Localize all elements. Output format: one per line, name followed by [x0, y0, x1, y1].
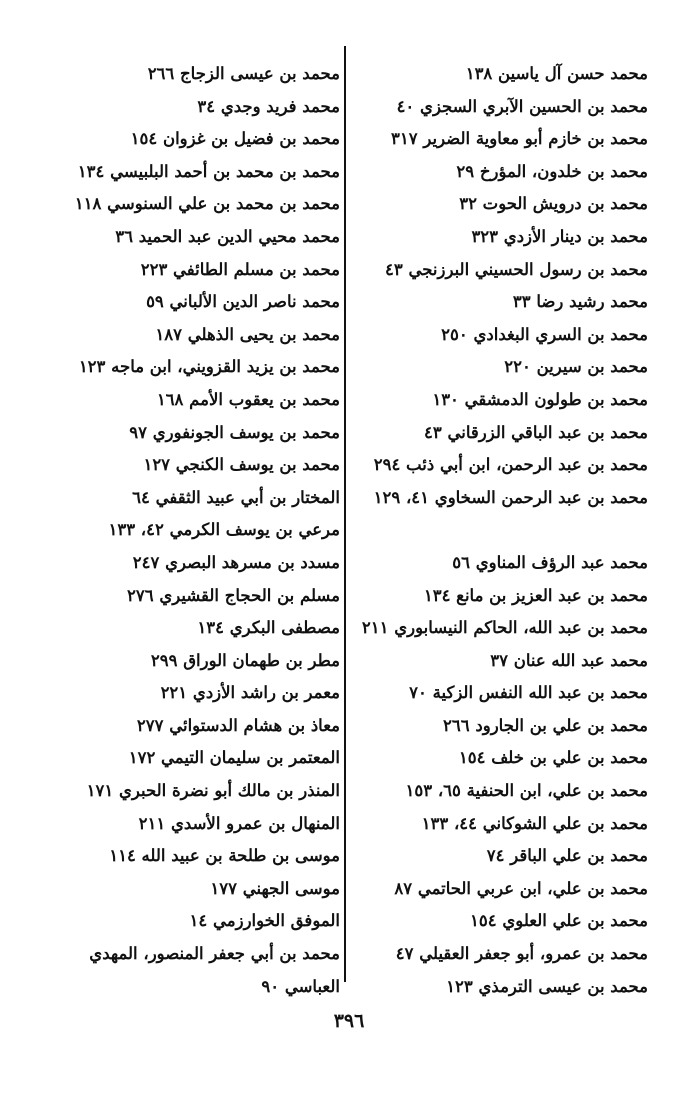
index-entry: محمد بن عيسى الزجاج ٢٦٦	[147, 64, 340, 83]
index-entry: المنهال بن عمرو الأسدي ٢١١	[138, 813, 340, 833]
index-entry: محمد بن علي العلوي ١٥٤	[470, 911, 648, 931]
index-entry: محمد بن فضيل بن غزوان ١٥٤	[130, 129, 340, 149]
index-entry: محمد فريد وجدي ٣٤	[197, 96, 340, 116]
index-entry: محمد بن علي بن خلف ١٥٤	[458, 748, 648, 768]
index-entry: محمد بن يزيد القزويني، ابن ماجه ١٢٣	[78, 357, 340, 377]
index-entry: محمد بن دينار الأزدي ٣٢٣	[471, 226, 648, 246]
index-entry: محمد بن خازم أبو معاوية الضرير ٣١٧	[391, 129, 648, 149]
index-entry: مسلم بن الحجاج القشيري ٢٧٦	[127, 585, 340, 605]
index-entry: محمد بن يعقوب الأمم ١٦٨	[156, 389, 340, 409]
index-entry: محمد بن طولون الدمشقي ١٣٠	[432, 389, 648, 409]
index-entry: محمد بن عبد الرحمن السخاوي ٤١، ١٢٩	[373, 487, 648, 507]
index-entry: محمد بن عبد العزيز بن مانع ١٣٤	[423, 585, 648, 605]
page-number: ٣٩٦	[333, 1010, 365, 1032]
index-entry: محمد بن يوسف الجونفوري ٩٧	[129, 422, 340, 442]
index-entry: محمد بن رسول الحسيني البرزنجي ٤٣	[385, 259, 648, 279]
index-entry: محمد بن محمد بن علي السنوسي ١١٨	[74, 194, 340, 214]
index-entry: محمد بن علي الباقر ٧٤	[486, 846, 648, 866]
index-column-right	[348, 58, 648, 1003]
index-entry: محمد بن عبد الرحمن، ابن أبي ذئب ٢٩٤	[373, 455, 648, 475]
index-entry: محمد بن علي، ابن عربي الحاتمي ٨٧	[394, 878, 648, 898]
index-entry: محمد بن الحسين الآبري السجزي ٤٠	[396, 96, 648, 116]
index-entry: مطر بن طهمان الوراق ٢٩٩	[150, 650, 340, 670]
index-entry: الموفق الخوارزمي ١٤	[189, 911, 340, 931]
index-entry: محمد بن يوسف الكنجي ١٢٧	[143, 455, 340, 475]
index-entry: محمد حسن آل ياسين ١٣٨	[465, 64, 648, 83]
index-entry: محمد عبد الله عنان ٣٧	[490, 650, 648, 670]
index-entry: محمد بن علي بن الجارود ٢٦٦	[443, 715, 648, 735]
index-entry: محمد بن يحيى الذهلي ١٨٧	[155, 324, 340, 344]
index-entry: محمد بن سيرين ٢٢٠	[504, 357, 648, 377]
index-entry: محمد محيي الدين عبد الحميد ٣٦	[115, 226, 340, 246]
index-entry: معمر بن راشد الأزدي ٢٢١	[160, 683, 340, 703]
index-entry: محمد عبد الرؤف المناوي ٥٦	[452, 552, 648, 572]
index-entry: محمد بن عبد الله النفس الزكية ٧٠	[409, 683, 648, 703]
index-entry: محمد بن عمرو، أبو جعفر العقيلي ٤٧	[395, 944, 648, 964]
index-entry: المعتمر بن سليمان التيمي ١٧٢	[128, 748, 340, 768]
index-entry: محمد بن درويش الحوت ٣٢	[459, 194, 648, 214]
index-entry: مصطفى البكري ١٣٤	[197, 618, 340, 638]
index-entry: محمد بن عيسى الترمذي ١٢٣	[446, 976, 648, 996]
index-entry: موسى الجهني ١٧٧	[210, 878, 340, 898]
index-entry: محمد بن السري البغدادي ٢٥٠	[441, 324, 648, 344]
index-entry: محمد بن علي، ابن الحنفية ٦٥، ١٥٣	[405, 781, 648, 801]
index-entry: المنذر بن مالك أبو نضرة الحبري ١٧١	[86, 781, 340, 801]
index-column-left	[40, 58, 340, 1003]
index-entry: محمد بن مسلم الطائفي ٢٢٣	[140, 259, 340, 279]
index-entry: معاذ بن هشام الدستوائي ٢٧٧	[136, 715, 340, 735]
index-entry: مرعي بن يوسف الكرمي ٤٢، ١٣٣	[108, 520, 340, 540]
index-entry: موسى بن طلحة بن عبيد الله ١١٤	[109, 846, 340, 866]
index-entry: محمد بن عبد الباقي الزرقاني ٤٣	[424, 422, 648, 442]
index-entry: محمد رشيد رضا ٣٣	[512, 292, 648, 312]
index-entry: المختار بن أبي عبيد الثقفي ٦٤	[132, 487, 340, 507]
column-divider	[344, 46, 346, 982]
index-entry: محمد بن علي الشوكاني ٤٤، ١٣٣	[421, 813, 648, 833]
index-entry: محمد بن عبد الله، الحاكم النيسابوري ٢١١	[361, 618, 648, 638]
index-entry: محمد بن أبي جعفر المنصور، المهدي العباسي ٩٠	[89, 944, 340, 996]
index-entry: محمد بن خلدون، المؤرخ ٢٩	[456, 161, 648, 181]
index-entry: مسدد بن مسرهد البصري ٢٤٧	[132, 552, 340, 572]
index-entry: محمد بن محمد بن أحمد البلبيسي ١٣٤	[77, 161, 340, 181]
index-entry: محمد ناصر الدين الألباني ٥٩	[146, 292, 340, 312]
